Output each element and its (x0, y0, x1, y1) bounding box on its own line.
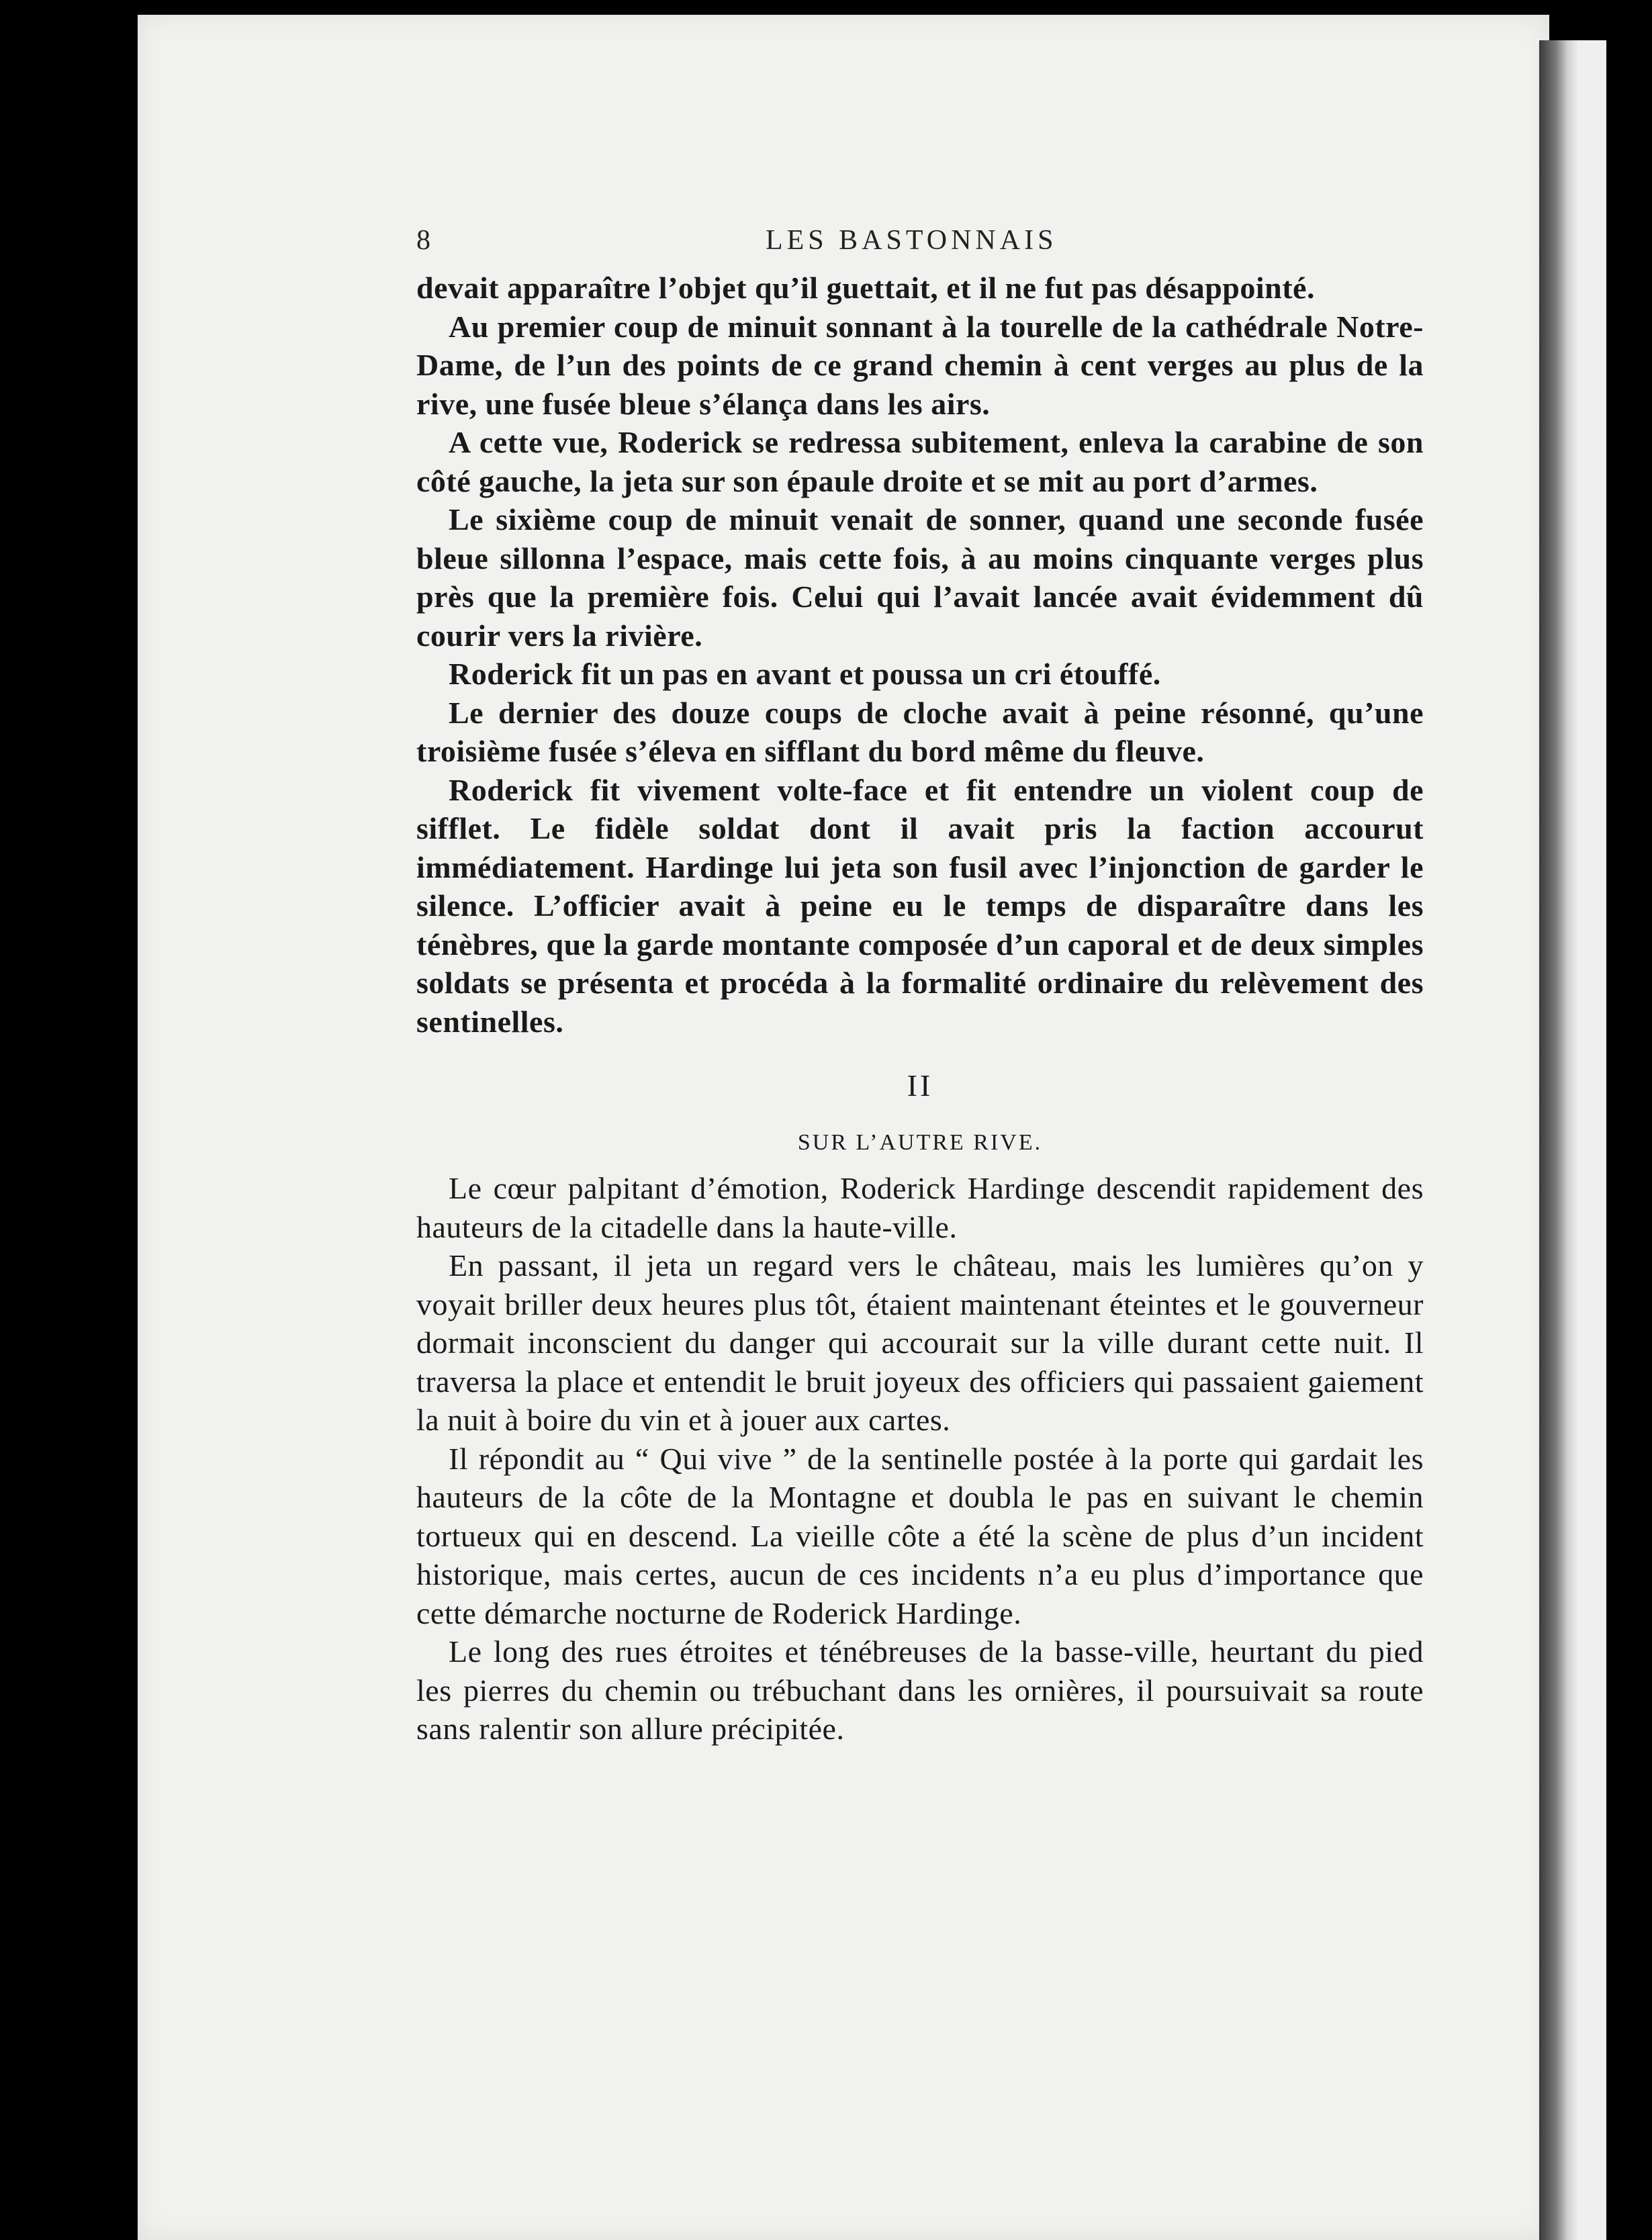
page-edge-shadow (1539, 40, 1579, 2240)
running-title: LES BASTONNAIS (766, 225, 1058, 256)
paragraph: Roderick fit un pas en avant et poussa un cri étouffé. (449, 657, 1161, 691)
paragraph: Il répondit au “ Qui vive ” de la sentinelle postée à la porte qui gardait les hauteurs de la côte de la Montagne et doubla le pas en suivant le chemin tortueux qui en descend. La vieille côte a été la scène de plus d’un incident historique, mais certes, aucun de ces incidents n’a eu plus d’importance que cette démarche nocturne de Roderick Hardinge. (416, 1441, 1424, 1630)
paragraph: Le cœur palpitant d’émotion, Roderick Hardinge descendit rapidement des hauteurs de la citadelle dans la haute-ville. (416, 1171, 1424, 1244)
chapter-title: SUR L’AUTRE RIVE. (797, 1130, 1043, 1155)
page-number: 8 (416, 225, 434, 256)
paragraph: En passant, il jeta un regard vers le château, mais les lumières qu’on y voyait briller deux heures plus tôt, étaient maintenant éteintes et le gouverneur dormait inconscient du danger qui accourait sur la ville durant cette nuit. Il traversa la place et entendit le bruit joyeux des officiers qui passaient gaiement la nuit à boire du vin et à jouer aux cartes. (416, 1248, 1424, 1437)
paragraph: A cette vue, Roderick se redressa subitement, enleva la carabine de son côté gauche, la jeta sur son épaule droite et se mit au port d’armes. (416, 425, 1424, 498)
running-header (416, 215, 1424, 269)
paragraph: Le dernier des douze coups de cloche avait à peine résonné, qu’une troisième fusée s’éleva en sifflant du bord même du fleuve. (416, 695, 1424, 768)
page-text (416, 215, 1424, 1748)
chapter-number: II (907, 1068, 933, 1103)
paragraph: devait apparaître l’objet qu’il guettait, et il ne fut pas désappointé. (416, 271, 1315, 305)
scan-border-right (1606, 0, 1652, 2240)
paragraph: Au premier coup de minuit sonnant à la tourelle de la cathédrale Notre-Dame, de l’un des points de ce grand chemin à cent verges au plus de la rive, une fusée bleue s’élança dans les airs. (416, 309, 1424, 421)
scan-border-left (0, 0, 134, 2240)
paragraph: Le long des rues étroites et ténébreuses de la basse-ville, heurtant du pied les pierres du chemin ou trébuchant dans les ornières, il poursuivait sa route sans ralentir son allure précipitée. (416, 1634, 1424, 1746)
paragraph: Le sixième coup de minuit venait de sonner, quand une seconde fusée bleue sillonna l’espace, mais cette fois, à au moins cinquante verges plus près que la première fois. Celui qui l’avait lancée avait évidemment dû courir vers la rivière. (416, 502, 1424, 653)
paragraph: Roderick fit vivement volte-face et fit entendre un violent coup de sifflet. Le fidèle soldat dont il avait pris la faction accourut immédiatement. Hardinge lui jeta son fusil avec l’injonction de garder le silence. L’officier avait à peine eu le temps de disparaître dans les ténèbres, que la garde montante composée d’un caporal et de deux simples soldats se présenta et procéda à la formalité ordinaire du relèvement des sentinelles. (416, 772, 1424, 1039)
next-page-edge (1579, 40, 1606, 2240)
